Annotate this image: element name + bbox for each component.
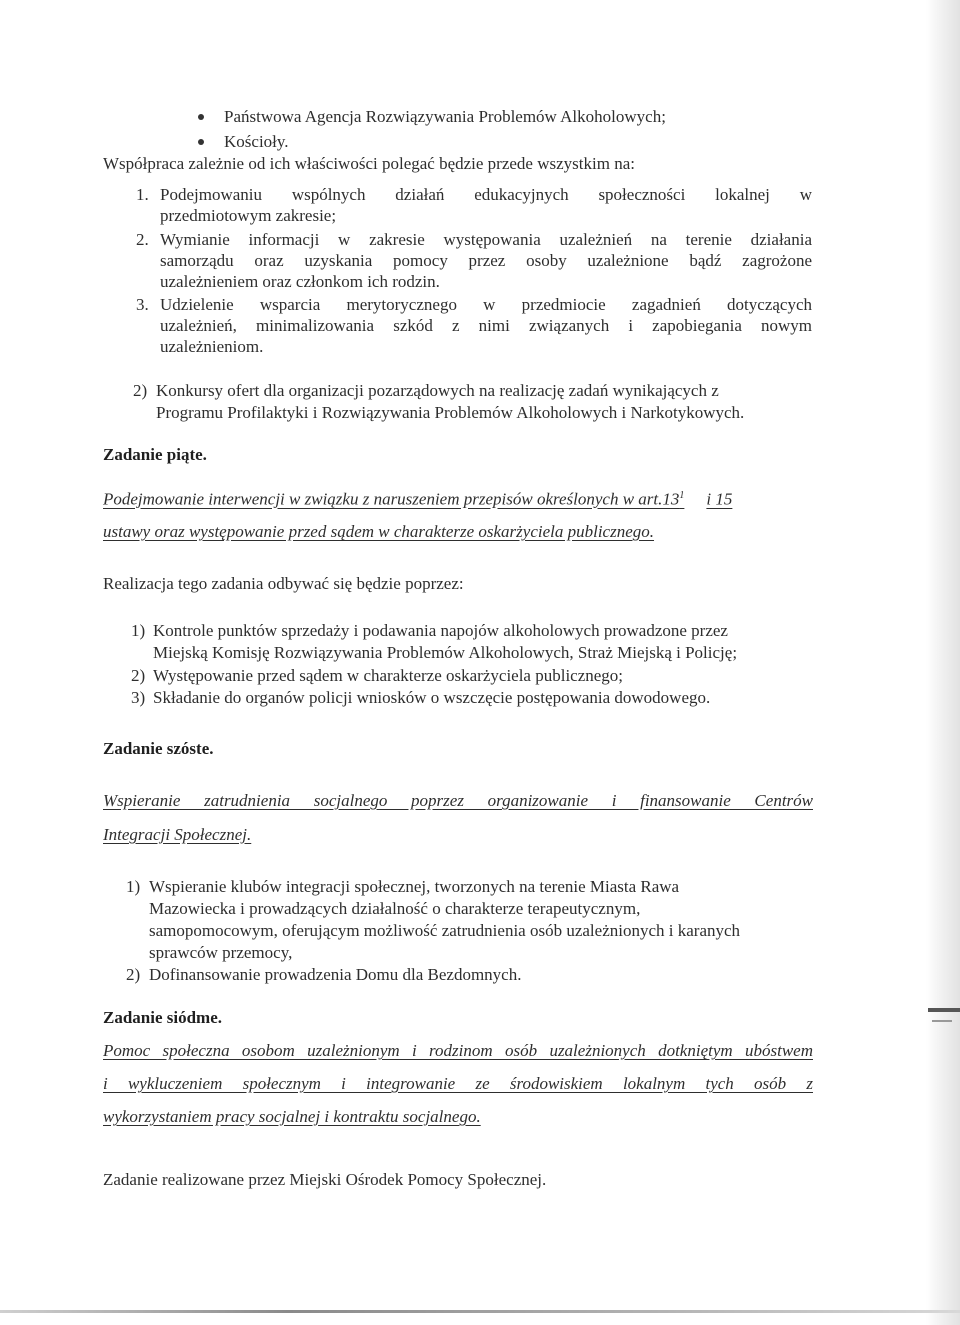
list-item-line: uzależnień, minimalizowania szkód z nimi związanych i zapobiegania nowym [160,316,812,335]
list-number: 2. [136,230,149,249]
scan-edge-mark [928,1008,960,1012]
task5-title-line: ustawy oraz występowanie przed sądem w charakterze oskarżyciela publicznego. [103,522,655,541]
bullet-icon [198,114,204,120]
konkursy-line: Konkursy ofert dla organizacji pozarządowych na realizację zadań wynikających z [156,381,719,400]
task7-closing: Zadanie realizowane przez Miejski Ośrodek Pomocy Społecznej. [103,1170,547,1189]
task5-intro: Realizacja tego zadania odbywać się będzie poprzez: [103,574,464,593]
list-item-line: Podejmowaniu wspólnych działań edukacyjnych społeczności lokalnej w [160,185,812,204]
list-item-line: samopomocowym, oferującym możliwość zatrudnienia osób uzależnionych i karanych [149,921,741,940]
list-number: 3) [131,688,146,707]
scan-edge-shadow [926,0,960,1325]
konkursy-line: Programu Profilaktyki i Rozwiązywania Problemów Alkoholowych i Narkotykowych. [156,403,745,422]
list-item-line: przedmiotowym zakresie; [160,206,337,225]
list-item-line: Wspieranie klubów integracji społecznej, tworzonych na terenie Miasta Rawa [149,877,680,896]
bullet-item: Kościoły. [224,132,289,151]
list-item-line: Występowanie przed sądem w charakterze oskarżyciela publicznego; [153,666,624,685]
task7-title-line: wykorzystaniem pracy socjalnej i kontraktu socjalnego. [103,1107,481,1126]
task5-title-text: Podejmowanie interwencji w związku z naruszeniem przepisów określonych w art.13 [103,489,680,509]
task5-heading: Zadanie piąte. [103,445,207,464]
task7-title-line: Pomoc społeczna osobom uzależnionym i rodzinom osób uzależnionych dotkniętym ubóstwem [103,1041,813,1060]
task6-heading: Zadanie szóste. [103,739,214,758]
scan-bottom-line [0,1310,960,1313]
cooperation-intro: Współpraca zależnie od ich właściwości polegać będzie przede wszystkim na: [103,154,635,173]
list-number: 1) [126,877,141,896]
task5-title-line [103,485,732,510]
task7-heading: Zadanie siódme. [103,1008,223,1027]
list-number: 2) [133,381,148,400]
list-item-line: Miejską Komisję Rozwiązywania Problemów Alkoholowych, Straż Miejską i Policję; [153,643,738,662]
list-item-line: Składanie do organów policji wniosków o wszczęcie postępowania dowodowego. [153,688,711,707]
list-item-line: uzależnieniem oraz członkom ich rodzin. [160,272,440,291]
bullet-icon [198,139,204,145]
task5-title-superscript: 1 [679,490,685,501]
scan-edge-mark [932,1020,952,1022]
list-number: 3. [136,295,149,314]
list-number: 2) [126,965,141,984]
task6-title-line: Wspieranie zatrudnienia socjalnego poprzez organizowanie i finansowanie Centrów [103,791,813,810]
list-number: 2) [131,666,146,685]
bullet-item: Państwowa Agencja Rozwiązywania Problemów Alkoholowych; [224,107,666,126]
list-item-line: Wymianie informacji w zakresie występowania uzależnień na terenie działania [160,230,812,249]
task5-title-tail: i 15 [706,489,733,509]
list-item-line: Kontrole punktów sprzedaży i podawania napojów alkoholowych prowadzone przez [153,621,728,640]
list-item-line: samorządu oraz uzyskania pomocy przez osoby uzależnione bądź zagrożone [160,251,812,270]
task6-title-line: Integracji Społecznej. [103,825,252,844]
list-item-line: Dofinansowanie prowadzenia Domu dla Bezdomnych. [149,965,522,984]
list-item-line: uzależnieniom. [160,337,264,356]
list-item-line: Udzielenie wsparcia merytorycznego w przedmiocie zagadnień dotyczących [160,295,812,314]
list-item-line: sprawców przemocy, [149,943,293,962]
task7-title-line: i wykluczeniem społecznym i integrowanie ze środowiskiem lokalnym tych osób z [103,1074,813,1093]
list-number: 1. [136,185,149,204]
list-number: 1) [131,621,146,640]
list-item-line: Mazowiecka i prowadzących działalność o charakterze terapeutycznym, [149,899,641,918]
